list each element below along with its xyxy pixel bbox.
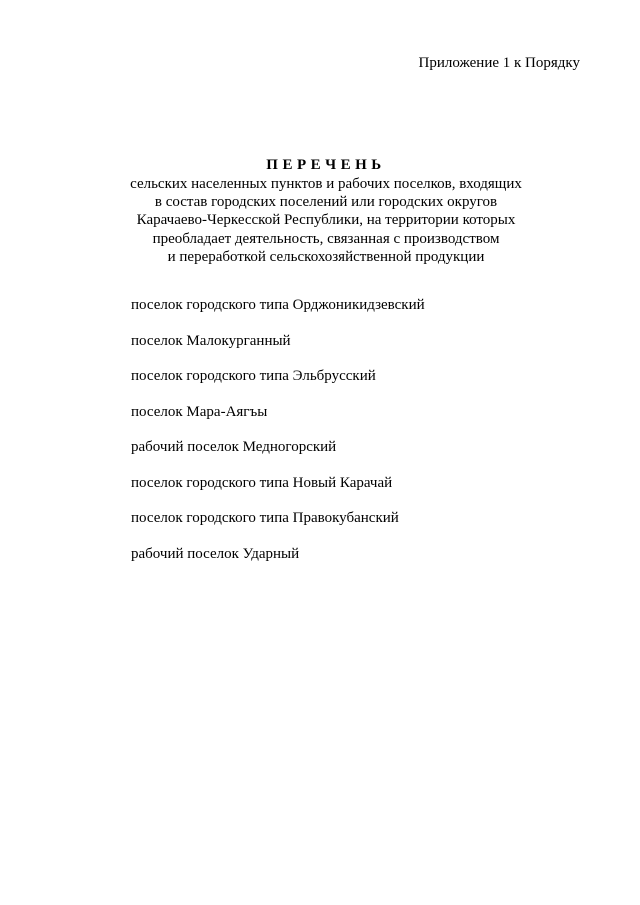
document-heading: ПЕРЕЧЕНЬ [266,157,386,173]
settlement-item: рабочий поселок Ударный [131,545,300,562]
settlement-item: поселок городского типа Эльбрусский [131,368,376,384]
appendix-note: Приложение 1 к Порядку [418,55,580,71]
subtitle-line: и переработкой сельскохозяйственной продукции [167,248,485,265]
settlement-list [131,296,425,580]
settlement-item: поселок городского типа Орджоникидзевский [131,297,425,313]
subtitle-line: Карачаево-Черкесской Республики, на территории которых [136,212,516,229]
document-subtitle [0,175,640,266]
settlement-item: рабочий поселок Медногорский [131,439,337,455]
subtitle-line: сельских населенных пунктов и рабочих поселков, входящих [130,176,522,192]
settlement-item: поселок Малокурганный [131,332,291,349]
subtitle-line: в состав городских поселений или городских округов [154,194,498,211]
settlement-item: поселок городского типа Правокубанский [131,510,399,526]
settlement-item: поселок Мара-Аягъы [131,403,268,420]
settlement-item: поселок городского типа Новый Карачай [131,474,393,491]
subtitle-line: преобладает деятельность, связанная с производством [152,230,500,247]
